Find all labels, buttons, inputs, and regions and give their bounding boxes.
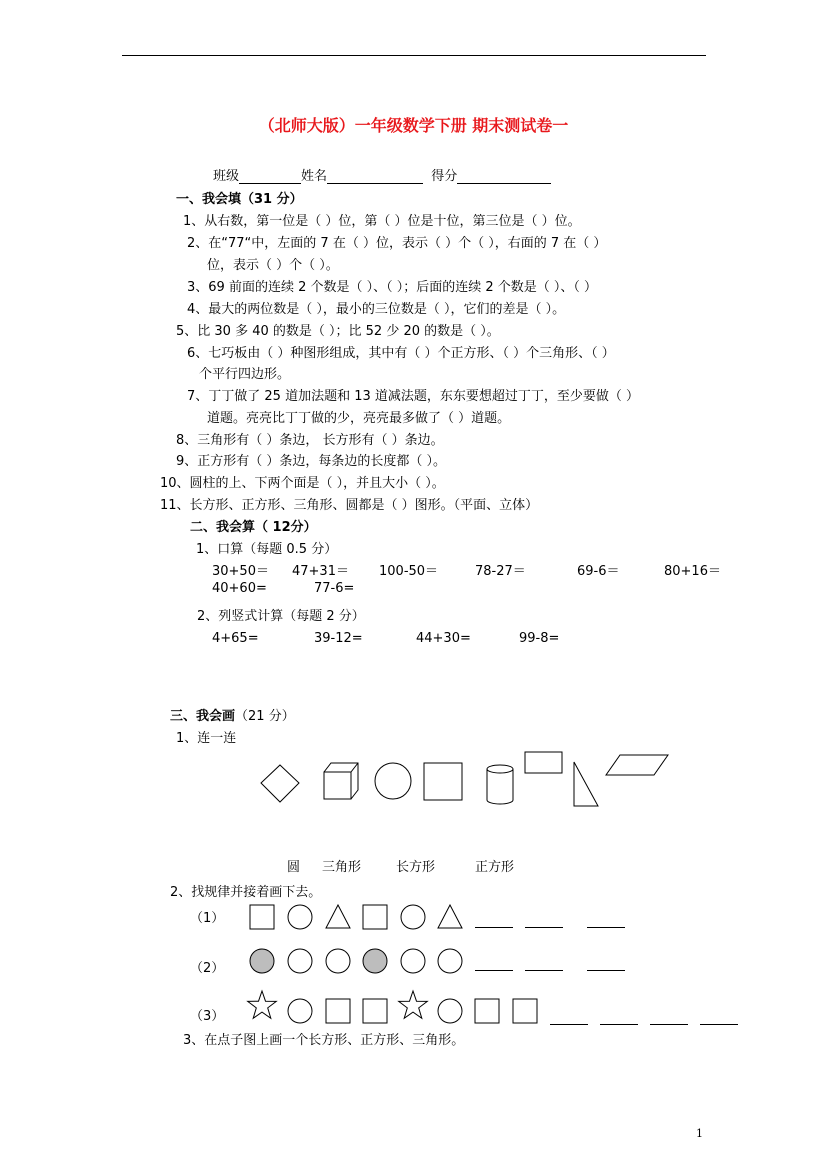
question-8: 8、三角形有（ ）条边， 长方形有（ ）条边。 — [176, 433, 444, 448]
filled-circle-shape — [363, 949, 387, 973]
answer-blank[interactable] — [650, 1024, 688, 1025]
vertical-calc-subheading: 2、列竖式计算（每题 2 分） — [197, 609, 365, 624]
pattern-subheading: 2、找规律并接着画下去。 — [170, 885, 322, 900]
vertical-calc-item: 44+30= — [416, 631, 471, 646]
name-label: 姓名 — [301, 169, 328, 184]
section1-heading: 一、我会填（31 分） — [176, 192, 303, 207]
vertical-calc-item: 99-8= — [519, 631, 560, 646]
oral-calc-item: 80+16＝ — [664, 564, 721, 579]
shape-name-square: 正方形 — [475, 860, 515, 875]
circle-shape — [438, 949, 462, 973]
circle-shape — [326, 949, 350, 973]
circle-shape — [401, 905, 425, 929]
circle-shape — [288, 999, 312, 1023]
question-3: 3、69 前面的连续 2 个数是（ ）、（ ）；后面的连续 2 个数是（ ）、（ ） — [187, 280, 598, 295]
oral-calc-item: 30+50＝ — [212, 564, 269, 579]
question-2-line2: 位，表示（ ）个（ ）。 — [207, 258, 339, 273]
answer-blank[interactable] — [475, 927, 513, 928]
square-shape — [475, 999, 499, 1023]
pattern-row-2-label: （2） — [190, 961, 225, 976]
score-label: 得分 — [431, 169, 458, 184]
question-6-line2: 个平行四边形。 — [199, 367, 291, 382]
oral-calc-item: 47+31＝ — [292, 564, 349, 579]
question-7-line2: 道题。亮亮比丁丁做的少，亮亮最多做了（ ）道题。 — [207, 411, 511, 426]
dot-grid-subheading: 3、在点子图上画一个长方形、正方形、三角形。 — [183, 1033, 465, 1048]
circle-shape — [288, 949, 312, 973]
shape-name-circle: 圆 — [287, 860, 301, 875]
pattern-row-1-label: （1） — [190, 911, 225, 926]
answer-blank[interactable] — [550, 1024, 588, 1025]
oral-calc-item: 77-6= — [314, 581, 355, 596]
section3-heading: 三、我会画（21 分） — [170, 709, 295, 724]
square-shape — [363, 999, 387, 1023]
star-shape — [399, 991, 428, 1018]
star-shape — [248, 991, 277, 1018]
square-shape — [363, 905, 387, 929]
page-number: 1 — [696, 1127, 703, 1140]
answer-blank[interactable] — [700, 1024, 738, 1025]
circle-shape — [401, 949, 425, 973]
oral-calc-item: 40+60= — [212, 581, 267, 596]
question-6-line1: 6、七巧板由（ ）种图形组成，其中有（ ）个正方形、（ ）个三角形、（ ） — [187, 346, 615, 361]
filled-circle-shape — [250, 949, 274, 973]
circle-shape — [438, 999, 462, 1023]
question-10: 10、圆柱的上、下两个面是（ ），并且大小（ ）。 — [160, 476, 445, 491]
vertical-calc-item: 4+65= — [212, 631, 259, 646]
question-7-line1: 7、丁丁做了 25 道加法题和 13 道减法题，东东要想超过丁丁，至少要做（ ） — [187, 389, 640, 404]
oral-calc-item: 100-50＝ — [379, 564, 439, 579]
square-shape — [513, 999, 537, 1023]
oral-calc-item: 78-27＝ — [475, 564, 526, 579]
square-shape — [326, 999, 350, 1023]
oral-calc-item: 69-6＝ — [577, 564, 620, 579]
class-label: 班级 — [213, 169, 240, 184]
answer-blank[interactable] — [525, 970, 563, 971]
answer-blank[interactable] — [525, 927, 563, 928]
page-title: （北师大版）一年级数学下册 期末测试卷一 — [258, 116, 569, 135]
triangle-shape — [326, 905, 350, 928]
vertical-calc-item: 39-12= — [314, 631, 363, 646]
answer-blank[interactable] — [475, 970, 513, 971]
circle-shape — [288, 905, 312, 929]
question-5: 5、比 30 多 40 的数是（ ）；比 52 少 20 的数是（ ）。 — [176, 324, 500, 339]
shape-name-triangle: 三角形 — [322, 860, 362, 875]
connect-subheading: 1、连一连 — [176, 731, 237, 746]
question-11: 11、长方形、正方形、三角形、圆都是（ ）图形。（平面、立体） — [160, 498, 539, 513]
triangle-shape — [438, 905, 462, 928]
answer-blank[interactable] — [587, 927, 625, 928]
section2-heading: 二、我会算（ 12分） — [190, 520, 317, 535]
shape-name-rectangle: 长方形 — [396, 860, 436, 875]
pattern-row-3-label: （3） — [190, 1009, 225, 1024]
question-1: 1、从右数，第一位是（ ）位，第（ ）位是十位，第三位是（ ）位。 — [183, 214, 581, 229]
oral-calc-subheading: 1、口算（每题 0.5 分） — [196, 542, 338, 557]
question-4: 4、最大的两位数是（ ），最小的三位数是（ ），它们的差是（ ）。 — [187, 302, 566, 317]
answer-blank[interactable] — [587, 970, 625, 971]
square-shape — [250, 905, 274, 929]
answer-blank[interactable] — [600, 1024, 638, 1025]
question-2-line1: 2、在“77“中，左面的 7 在（ ）位，表示（ ）个（ ），右面的 7 在（ ） — [187, 236, 607, 251]
question-9: 9、正方形有（ ）条边，每条边的长度都（ ）。 — [176, 454, 447, 469]
